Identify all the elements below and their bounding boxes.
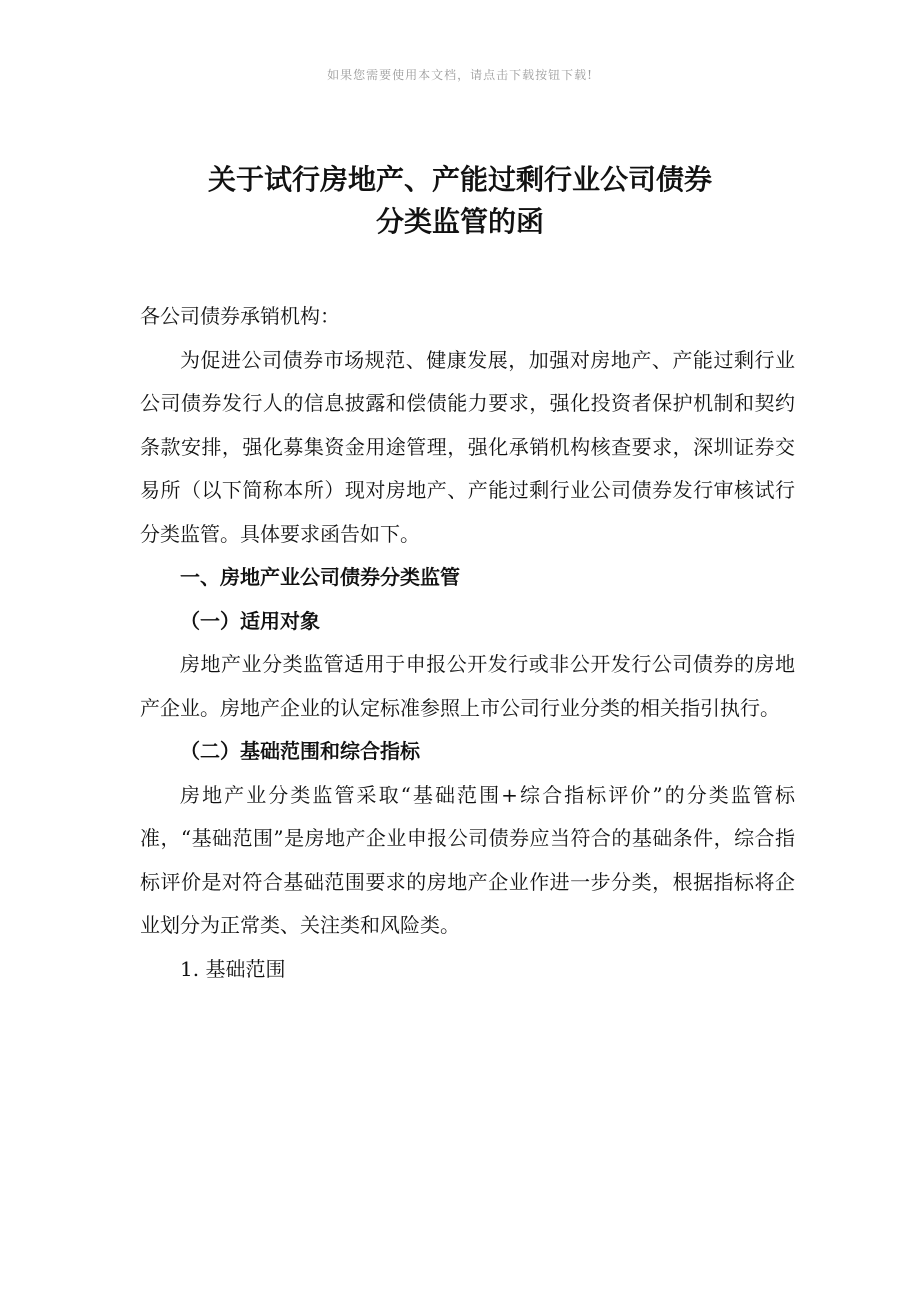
download-watermark: 如果您需要使用本文档，请点击下载按钮下载! bbox=[327, 68, 593, 82]
list-item-basic-scope: 1. 基础范围 bbox=[180, 956, 286, 981]
subsection-heading-1: （一）适用对象 bbox=[180, 608, 320, 633]
document-body bbox=[140, 295, 795, 991]
subsection-2-paragraph: 房地产业分类监管采取“基础范围+综合指标评价”的分类监管标准，“基础范围”是房地产企业申报公司债券应当符合的基础条件，综合指标评价是对符合基础范围要求的房地产企业作进一步分类，根据指标将企业划分为正常类、关注类和风险类。 bbox=[140, 782, 795, 937]
document-title-line-2: 分类监管的函 bbox=[375, 205, 544, 238]
section-heading-1: 一、房地产业公司债券分类监管 bbox=[180, 565, 460, 589]
subsection-heading-2: （二）基础范围和综合指标 bbox=[180, 739, 420, 763]
intro-paragraph: 为促进公司债券市场规范、健康发展，加强对房地产、产能过剩行业公司债券发行人的信息披露和偿债能力要求，强化投资者保护机制和契约条款安排，强化募集资金用途管理，强化承销机构核查要求，深圳证券交易所（以下简称本所）现对房地产、产能过剩行业公司债券发行审核试行分类监管。具体要求函告如下。 bbox=[140, 347, 795, 546]
subsection-1-paragraph: 房地产业分类监管适用于申报公开发行或非公开发行公司债券的房地产企业。房地产企业的认定标准参照上市公司行业分类的相关指引执行。 bbox=[140, 652, 795, 720]
salutation: 各公司债券承销机构： bbox=[140, 304, 340, 328]
document-title-line-1: 关于试行房地产、产能过剩行业公司债券 bbox=[207, 163, 712, 196]
